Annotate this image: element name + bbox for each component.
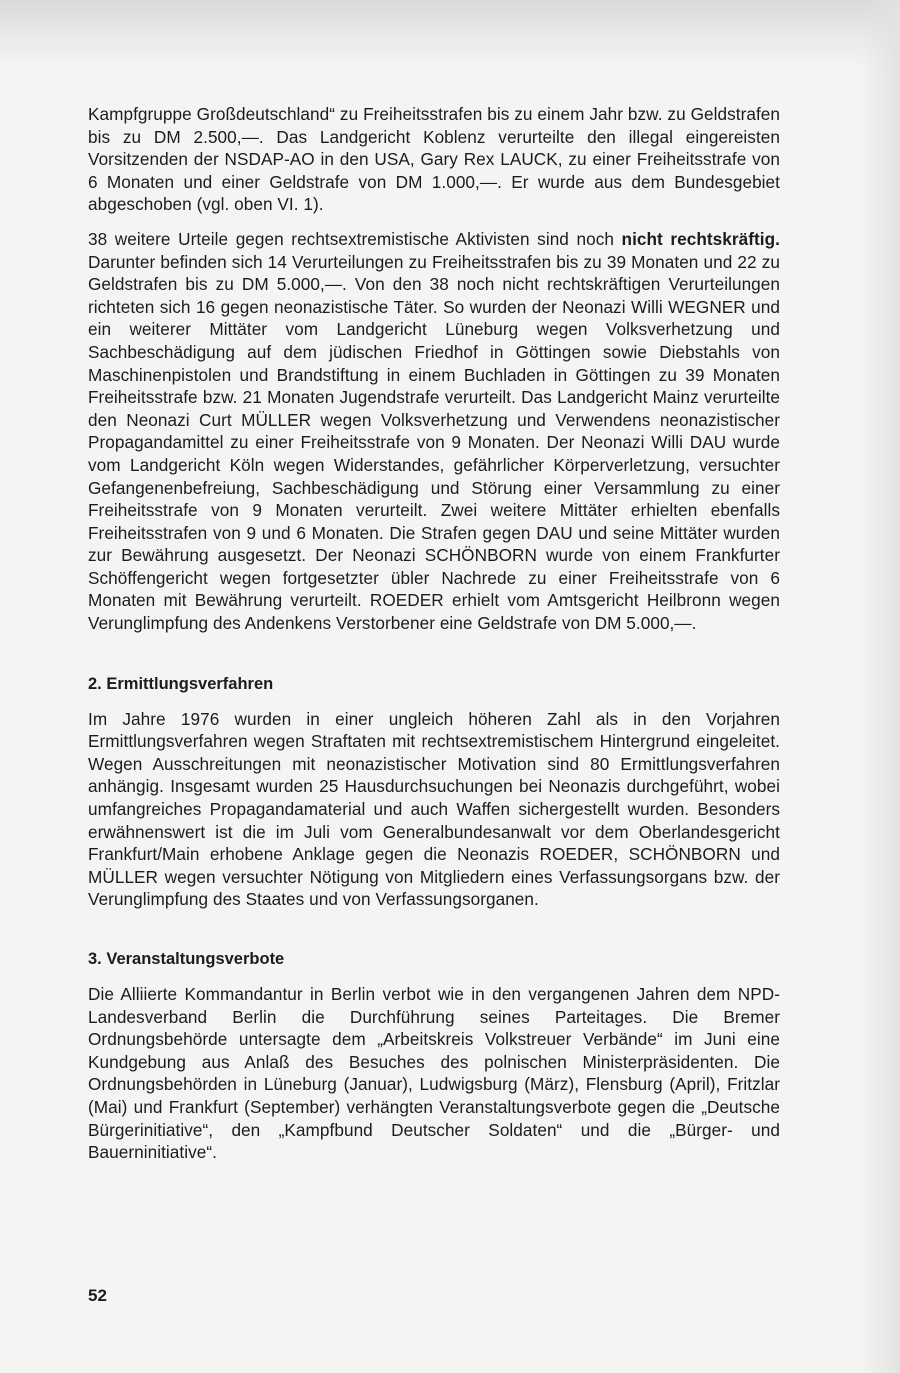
scan-shadow-top: [0, 0, 900, 70]
page-number: 52: [88, 1286, 107, 1305]
paragraph-verurteilungen: Kampfgruppe Großdeutschland“ zu Freiheitsstrafen bis zu einem Jahr bzw. zu Geldstrafen bis zu DM 2.500,—. Das Landgericht Koblenz verurteilte den illegal eingereisten Vorsitzenden der NSDAP-AO in den USA, Gary Rex LAUCK, zu einer Freiheitsstrafe von 6 Monaten und einer Geldstrafe von DM 1.000,—. Er wurde aus dem Bundesgebiet abgeschoben (vgl. oben VI. 1).: [88, 104, 780, 215]
paragraph-text: Darunter befinden sich 14 Verurteilungen zu Freiheitsstrafen bis zu 39 Monaten und 22 zu Geldstrafen bis zu DM 5.000,—. Von den 38 noch nicht rechtskräftigen Verurteilungen richteten sich 16 gegen neonazistische Täter. So wurden der Neonazi Willi WEGNER und ein weiterer Mittäter vom Landgericht Lüneburg wegen Volksverhetzung und Sachbeschädigung auf dem jüdischen Friedhof in Göttingen sowie Diebstahls von Maschinenpistolen und Brandstiftung in einem Buchladen in Göttingen zu 39 Monaten Freiheitsstrafe bzw. 21 Monaten Jugendstrafe verurteilt. Das Landgericht Mainz verurteilte den Neonazi Curt MÜLLER wegen Volksverhetzung und Verwendens neonazistischer Propagandamittel zu einer Freiheitsstrafe von 9 Monaten. Der Neonazi Willi DAU wurde vom Landgericht Köln wegen Widerstandes, gefährlicher Körperverletzung, versuchter Gefangenenbefreiung, Sachbeschädigung und Störung einer Versammlung zu einer Freiheitsstrafe von 9 Monaten verurteilt. Zwei weitere Mittäter erhielten ebenfalls Freiheitsstrafen von 9 und 6 Monaten. Die Strafen gegen DAU und seine Mittäter wurden zur Bewährung ausgesetzt. Der Neonazi SCHÖNBORN wurde von einem Frankfurter Schöffengericht wegen fortgesetzter übler Nachrede zu einer Freiheitsstrafe von 6 Monaten mit Bewährung verurteilt. ROEDER erhielt vom Amtsgericht Heilbronn wegen Verunglimpfung des Andenkens Verstorbener eine Geldstrafe von DM 5.000,—.: [88, 251, 780, 634]
emphasis-nicht-rechtskraeftig: nicht rechtskräftig.: [621, 228, 780, 249]
paragraph-veranstaltungsverbote: Die Alliierte Kommandantur in Berlin verbot wie in den vergangenen Jahren dem NPD-Landesverband Berlin die Durchführung seines Parteitages. Die Bremer Ordnungsbehörde untersagte dem „Arbeitskreis Volkstreuer Verbände“ im Juni eine Kundgebung aus Anlaß des Besuches des polnischen Ministerpräsidenten. Die Ordnungsbehörden in Lüneburg (Januar), Ludwigsburg (März), Flensburg (April), Fritzlar (Mai) und Frankfurt (September) verhängten Veranstaltungsverbote gegen die „Deutsche Bürgerinitiative“, den „Kampfbund Deutscher Soldaten“ und die „Bürger- und Bauerninitiative“.: [88, 984, 780, 1163]
page-body: [88, 103, 780, 1164]
paragraph-ermittlungsverfahren: Im Jahre 1976 wurden in einer ungleich höheren Zahl als in den Vorjahren Ermittlungsverfahren wegen Straftaten mit rechtsextremistischem Hintergrund eingeleitet. Wegen Ausschreitungen mit neonazistischer Motivation sind 80 Ermittlungsverfahren anhängig. Insgesamt wurden 25 Hausdurchsuchungen bei Neonazis durchgeführt, wobei umfangreiches Propagandamaterial und auch Waffen sichergestellt wurden. Besonders erwähnenswert ist die im Juli vom Generalbundesanwalt vor dem Oberlandesgericht Frankfurt/Main erhobene Anklage gegen die Neonazis ROEDER, SCHÖNBORN und MÜLLER wegen versuchter Nötigung von Mitgliedern eines Verfassungsorgans bzw. der Verunglimpfung des Staates und von Verfassungsorganen.: [88, 708, 780, 910]
section-heading-ermittlungsverfahren: 2. Ermittlungsverfahren: [88, 674, 274, 693]
paragraph-nicht-rechtskraeftig: [88, 228, 780, 635]
paragraph-text: 38 weitere Urteile gegen rechtsextremistische Aktivisten sind noch: [88, 228, 622, 249]
scan-shadow-right: [860, 0, 900, 1373]
section-heading-veranstaltungsverbote: 3. Veranstaltungsverbote: [88, 950, 285, 968]
